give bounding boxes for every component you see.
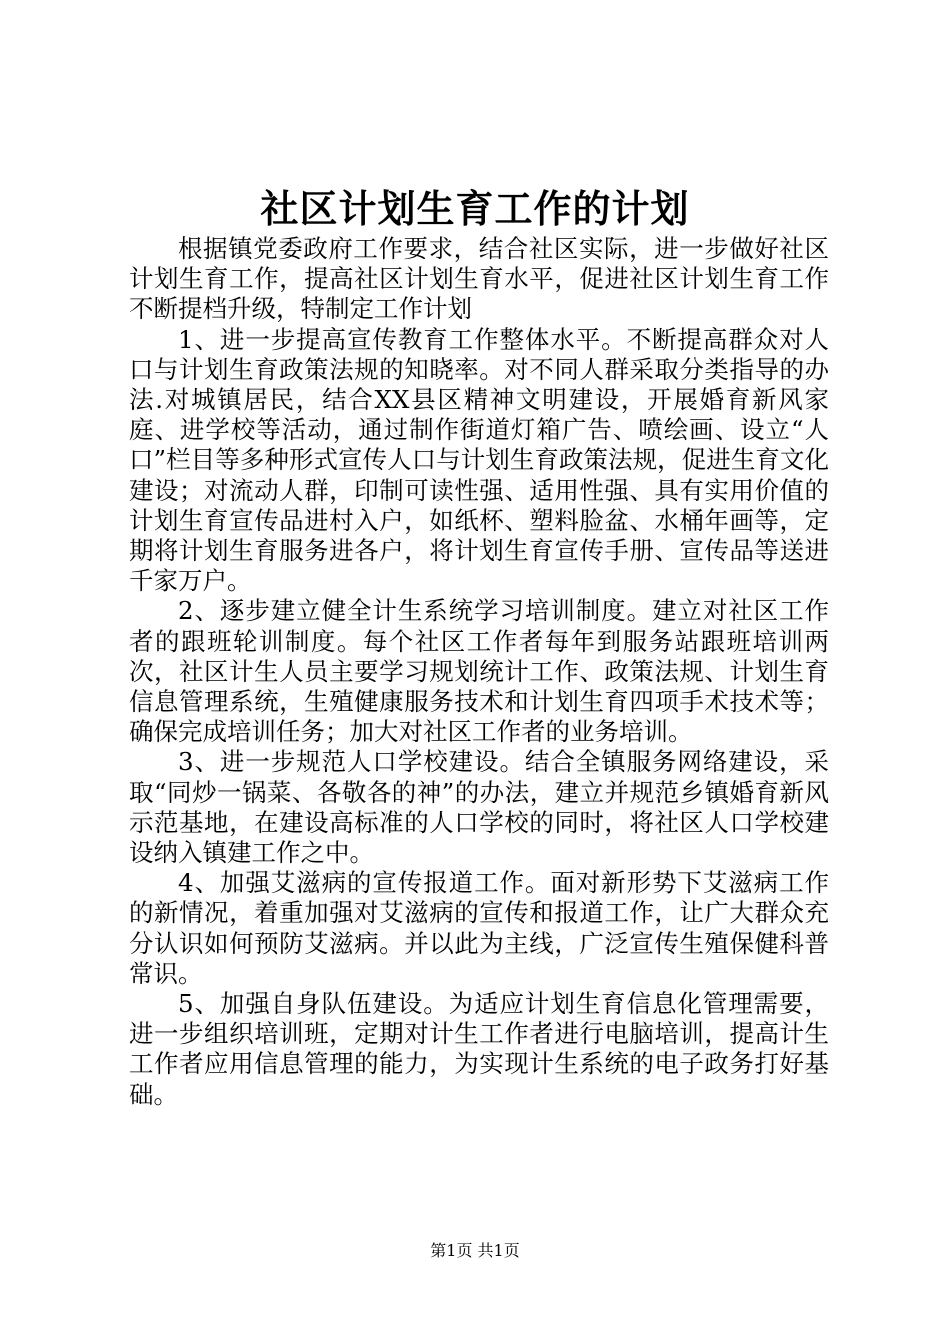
paragraph-item-1: 1、进一步提高宣传教育工作整体水平。不断提高群众对人口与计划生育政策法规的知晓率。对不同人群采取分类指导的办法.对城镇居民，结合XX县区精神文明建设，开展婚育新风家庭、进学校等活动，通过制作街道灯箱广告、喷绘画、设立“人口”栏目等多种形式宣传人口与计划生育政策法规，促进生育文化建设；对流动人群，印制可读性强、适用性强、具有实用价值的计划生育宣传品进村入户，如纸杯、塑料脸盆、水桶年画等，定期将计划生育服务进各户，将计划生育宣传手册、宣传品等送进千家万户。 (129, 324, 829, 596)
document-body (129, 234, 829, 1110)
paragraph-intro: 根据镇党委政府工作要求，结合社区实际，进一步做好社区计划生育工作，提高社区计划生育水平，促进社区计划生育工作不断提档升级，特制定工作计划 (129, 234, 829, 324)
page-footer: 第1页 共1页 (430, 1241, 520, 1260)
paragraph-item-3: 3、进一步规范人口学校建设。结合全镇服务网络建设，采取“同炒一锅菜、各敬各的神”的办法，建立并规范乡镇婚育新风示范基地，在建设高标准的人口学校的同时，将社区人口学校建设纳入镇建工作之中。 (129, 747, 829, 868)
document-title: 社区计划生育工作的计划 (260, 186, 690, 231)
paragraph-item-5: 5、加强自身队伍建设。为适应计划生育信息化管理需要，进一步组织培训班，定期对计生工作者进行电脑培训，提高计生工作者应用信息管理的能力，为实现计生系统的电子政务打好基础。 (129, 989, 829, 1109)
paragraph-item-2: 2、逐步建立健全计生系统学习培训制度。建立对社区工作者的跟班轮训制度。每个社区工作者每年到服务站跟班培训两次，社区计生人员主要学习规划统计工作、政策法规、计划生育信息管理系统，生殖健康服务技术和计划生育四项手术技术等；确保完成培训任务；加大对社区工作者的业务培训。 (129, 596, 829, 747)
paragraph-item-4: 4、加强艾滋病的宣传报道工作。面对新形势下艾滋病工作的新情况，着重加强对艾滋病的宣传和报道工作，让广大群众充分认识如何预防艾滋病。并以此为主线，广泛宣传生殖保健科普常识。 (129, 868, 829, 988)
